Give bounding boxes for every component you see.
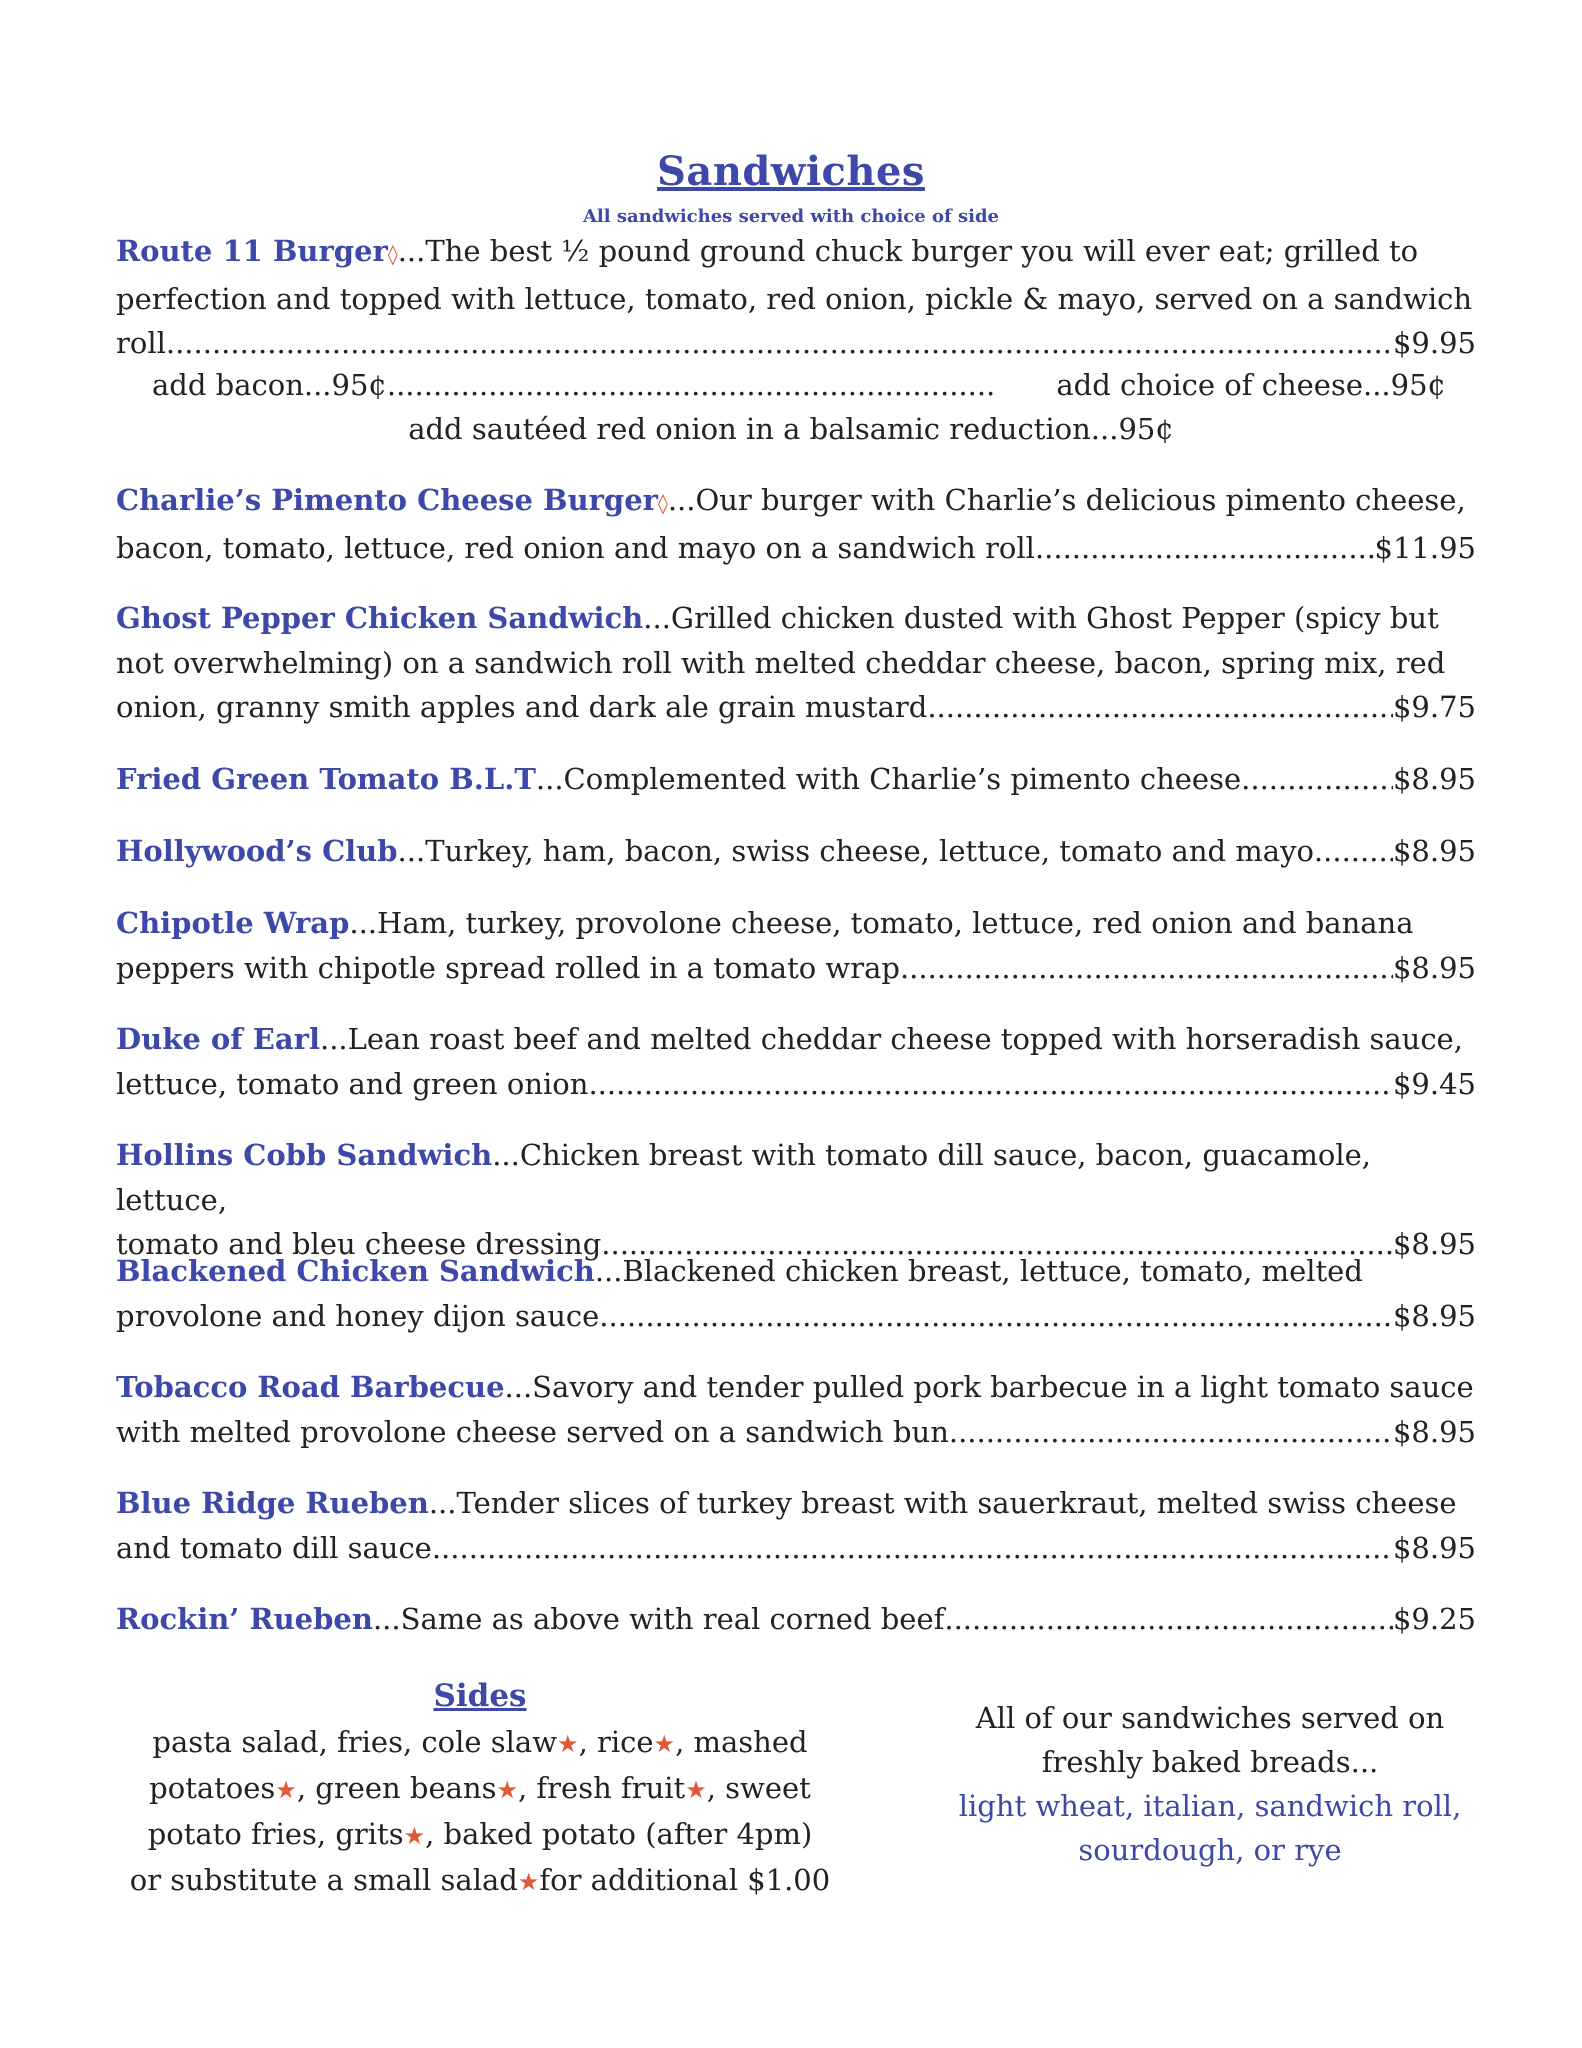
- star-icon: ★: [275, 1776, 297, 1804]
- item-desc: onion, granny smith apples and dark ale grain mustard: [116, 690, 928, 724]
- item-desc: ...Complemented with Charlie’s pimento cheese: [535, 762, 1242, 796]
- star-icon: ★: [496, 1776, 518, 1804]
- dot-leader: [1241, 757, 1393, 802]
- star-icon: ★: [517, 1868, 540, 1896]
- item-name: Tobacco Road Barbecue: [116, 1370, 505, 1404]
- page-subtitle: All sandwiches served with choice of side: [582, 206, 1000, 227]
- item-desc: ...Savory and tender pulled pork barbecue in a light tomato sauce: [504, 1370, 1474, 1404]
- sides-text: , rice: [578, 1725, 654, 1759]
- item-desc: ...The best ½ pound ground chuck burger you will ever eat; grilled to: [397, 234, 1419, 268]
- item-price: $8.95: [1392, 1227, 1476, 1261]
- menu-item-blue-ridge-rueben: [116, 1481, 1476, 1570]
- menu-item-hollywoods-club: [116, 829, 1476, 874]
- dot-leader: [1035, 526, 1375, 571]
- dot-leader: [1314, 829, 1393, 874]
- page-title: Sandwiches: [657, 148, 925, 195]
- item-name: Charlie’s Pimento Cheese Burger: [116, 483, 658, 517]
- item-name: Chipotle Wrap: [116, 906, 350, 940]
- sides-text: pasta salad, fries, cole slaw: [152, 1725, 558, 1759]
- star-icon: ★: [653, 1730, 676, 1758]
- breads-line: All of our sandwiches served on: [975, 1701, 1445, 1735]
- addon-bacon: add bacon...95¢: [152, 368, 387, 402]
- dot-leader: [432, 1526, 1393, 1571]
- item-desc: ...Grilled chicken dusted with Ghost Pepper (spicy but: [643, 601, 1439, 635]
- dot-leader: [949, 1410, 1393, 1455]
- dot-leader: [588, 1062, 1393, 1107]
- sides-list: [90, 1720, 870, 1904]
- item-desc: ...Blackened chicken breast, lettuce, tomato, melted: [594, 1254, 1363, 1288]
- item-price: $9.95: [1392, 326, 1476, 360]
- item-desc: with melted provolone cheese served on a sandwich bun: [116, 1414, 949, 1449]
- diamond-icon: ◊: [657, 491, 668, 515]
- dot-leader: [900, 946, 1393, 991]
- item-desc: perfection and topped with lettuce, tomato, red onion, pickle & mayo, served on a sandwich: [116, 281, 1473, 316]
- menu-item-blackened-chicken: [116, 1249, 1476, 1338]
- diamond-icon: ◊: [387, 242, 398, 266]
- item-name: Hollins Cobb Sandwich: [116, 1138, 493, 1172]
- addon-cheese: add choice of cheese...95¢: [1056, 368, 1446, 402]
- sides-text: potato fries, grits: [147, 1817, 404, 1851]
- menu-item-rockin-rueben: [116, 1597, 1476, 1642]
- item-desc: ...Ham, turkey, provolone cheese, tomato, lettuce, red onion and banana: [349, 906, 1414, 940]
- sides-text: , fresh fruit: [518, 1771, 686, 1805]
- item-desc: bacon, tomato, lettuce, red onion and mayo on a sandwich roll: [116, 530, 1035, 565]
- addon-row: [116, 363, 1476, 407]
- item-price: $8.95: [1392, 1298, 1476, 1333]
- item-desc: provolone and honey dijon sauce: [116, 1298, 600, 1333]
- sides-text: or substitute a small salad: [129, 1863, 518, 1897]
- item-desc: ...Same as above with real corned beef: [372, 1602, 945, 1636]
- item-desc: and tomato dill sauce: [116, 1530, 432, 1565]
- menu-item-tobacco-road-barbecue: [116, 1365, 1476, 1454]
- item-price: $9.75: [1392, 690, 1476, 724]
- dot-leader: [599, 1294, 1393, 1339]
- item-desc: not overwhelming) on a sandwich roll with melted cheddar cheese, bacon, spring mix, red: [116, 645, 1446, 680]
- item-desc: lettuce, tomato and green onion: [116, 1066, 589, 1101]
- star-icon: ★: [403, 1822, 426, 1850]
- menu-item-chipotle-wrap: [116, 901, 1476, 990]
- item-desc: tomato and bleu cheese dressing: [116, 1227, 602, 1261]
- item-price: $9.25: [1392, 1602, 1476, 1636]
- star-icon: ★: [557, 1730, 579, 1758]
- dot-leader: [927, 685, 1393, 730]
- menu-item-fried-green-tomato-blt: [116, 757, 1476, 802]
- item-name: Blackened Chicken Sandwich: [116, 1254, 595, 1288]
- item-price: $11.95: [1374, 530, 1476, 565]
- dot-leader: [166, 321, 1393, 366]
- dot-leader: [944, 1597, 1393, 1642]
- breads-options: sourdough, or rye: [1078, 1833, 1342, 1867]
- item-desc: ...Lean roast beef and melted cheddar cheese topped with horseradish sauce,: [319, 1022, 1463, 1056]
- item-price: $9.45: [1392, 1066, 1476, 1101]
- item-name: Route 11 Burger: [116, 234, 388, 268]
- item-name: Fried Green Tomato B.L.T: [116, 762, 536, 796]
- sides-text: , sweet: [706, 1771, 811, 1805]
- menu-item-ghost-pepper-chicken: [116, 596, 1476, 730]
- item-name: Rockin’ Rueben: [116, 1602, 373, 1636]
- sides-text: , green beans: [296, 1771, 497, 1805]
- item-price: $8.95: [1392, 762, 1476, 796]
- sides-text: potatoes: [149, 1771, 276, 1805]
- menu-item-route-11-burger: [116, 229, 1476, 366]
- menu-item-pimento-cheese-burger: [116, 478, 1476, 570]
- sides-text: for additional $1.00: [539, 1863, 831, 1897]
- menu-item-duke-of-earl: [116, 1017, 1476, 1106]
- item-name: Ghost Pepper Chicken Sandwich: [116, 601, 644, 635]
- menu-item-hollins-cobb: [116, 1133, 1476, 1267]
- item-desc: roll: [116, 326, 166, 360]
- item-price: $8.95: [1392, 1530, 1476, 1565]
- sides-text: , baked potato (after 4pm): [425, 1817, 813, 1851]
- item-price: $8.95: [1392, 834, 1476, 868]
- item-desc: ...Tender slices of turkey breast with sauerkraut, melted swiss cheese: [428, 1486, 1457, 1520]
- breads-line: freshly baked breads...: [1041, 1745, 1379, 1779]
- sides-text: , mashed: [675, 1725, 808, 1759]
- item-name: Hollywood’s Club: [116, 834, 398, 868]
- addon-onion: add sautéed red onion in a balsamic reduction...95¢: [408, 412, 1174, 446]
- item-desc: ...Turkey, ham, bacon, swiss cheese, lettuce, tomato and mayo: [397, 834, 1314, 868]
- sides-title: Sides: [433, 1678, 527, 1714]
- item-desc: peppers with chipotle spread rolled in a tomato wrap: [116, 950, 900, 985]
- item-name: Blue Ridge Rueben: [116, 1486, 429, 1520]
- item-price: $8.95: [1392, 950, 1476, 985]
- item-desc: ...Our burger with Charlie’s delicious pimento cheese,: [667, 483, 1466, 517]
- item-price: $8.95: [1392, 1414, 1476, 1449]
- dot-leader: [387, 363, 996, 407]
- item-name: Duke of Earl: [116, 1022, 320, 1056]
- breads-options: light wheat, italian, sandwich roll,: [958, 1789, 1462, 1823]
- star-icon: ★: [685, 1776, 707, 1804]
- item-desc: ...Chicken breast with tomato dill sauce, bacon, guacamole, lettuce,: [116, 1138, 1372, 1217]
- breads-note: [930, 1696, 1490, 1872]
